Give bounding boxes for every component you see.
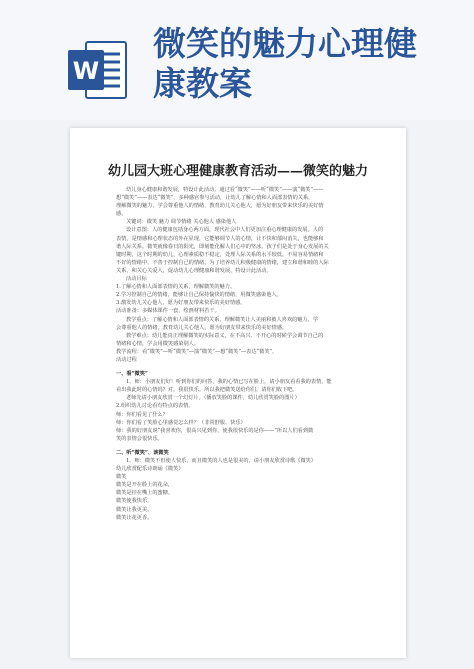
body-line: 微笑是开在脸上的花朵， xyxy=(116,482,174,489)
document-page xyxy=(70,128,406,658)
body-line: 谐人际关系。微笑就像春日的阳光，即刻能化解人们心中的坚冰。孩子们是处于身心发展的关 xyxy=(116,243,329,250)
word-document-icon xyxy=(64,36,132,104)
document-body xyxy=(116,186,366,522)
body-line: 设计意图：人的健康包括身心两方面。现代社会中人们更加注重心理健康的发展。人的 xyxy=(126,227,324,234)
body-line: 师：你们看了笑脸心里感觉怎么样？（非常舒服、快乐） xyxy=(116,419,246,426)
body-line: 想“微笑”——表达“微笑”，多种感官参与活动，让幼儿了解心情和人面部表情的关系， xyxy=(116,195,314,202)
banner xyxy=(0,0,474,120)
body-line: 理解微笑的魅力，学会尊重他人的情绪，教育幼儿关心他人，愿为好朋友带来快乐的美好情 xyxy=(116,203,324,210)
body-line: 活动目标 xyxy=(126,276,147,283)
body-line: 关键词：微笑 魅力 调节情绪 关心他人 感染他人 xyxy=(126,219,237,226)
body-line: 看出我此时的心情吗？对，我很快乐。所以我把微笑送给你们，请你们收下吧。 xyxy=(116,387,298,394)
body-line: 微笑是挂在嘴上的蜜糖。 xyxy=(116,490,174,497)
body-line: 活动准备：多媒体课件一套，绘画材料若干。 xyxy=(116,308,220,315)
document-title: 幼儿园大班心理健康教育活动——微笑的魅力 xyxy=(107,164,368,179)
body-line: 3.激发幼儿关心他人，愿为好朋友带来快乐的美好情感。 xyxy=(116,300,246,307)
section-heading: 一、看“微笑” xyxy=(116,371,148,378)
body-line: 微笑让花更香。 xyxy=(116,514,153,521)
body-line: 教学重点：了解心情和人面部表情的关系，理解微笑让人美丽和被人喜欢的魅力，学 xyxy=(126,316,318,323)
body-line: 幼儿欣赏配乐诗朗诵《微笑》 xyxy=(116,466,184,473)
body-line: 师：我的好朋友说“我喜欢你，很高兴见到你，使我很快乐的是你——”所以人们看到微 xyxy=(116,427,314,434)
word-icon-letter: W xyxy=(72,57,100,85)
body-line: 教学难点：幼儿能真正理解微笑的实际意义，在不高兴、不开心的时候学会调节自己的 xyxy=(126,332,324,339)
body-line: 感。 xyxy=(116,211,127,218)
body-line: 情绪和心情，学会用微笑感染别人。 xyxy=(116,340,200,347)
body-line: 1.了解心情和人面部表情的关系，理解微笑的魅力。 xyxy=(116,284,236,291)
body-line: 活动过程 xyxy=(116,356,137,363)
body-line: 关系，和关心关爱人，促动幼儿心理健康和谐发展，特设计此活动。 xyxy=(116,267,272,274)
body-line: 微笑使我快乐， xyxy=(116,498,153,505)
body-line: 2.组织幼儿讨论看有特点的表情。 xyxy=(116,403,194,410)
body-line: 会尊重他人的情绪，教育幼儿关心他人，愿为好朋友带来快乐的美好情感。 xyxy=(116,324,288,331)
banner-title xyxy=(153,24,453,104)
body-line: 2.学习控制自己的情绪，能够让自己保持愉快的情绪，用微笑感染他人。 xyxy=(116,292,282,299)
body-line: 笑的表情会很快乐。 xyxy=(116,435,163,442)
body-line: 表情，是情感和心理状态的外在显现，它能够调节人的心情，让不快和郁闷消失，也能够和 xyxy=(116,235,324,242)
body-line: 师：你们看见了什么？ xyxy=(116,411,168,418)
body-line: 教学流程：看“微笑”—听“微笑”—演“微笑”—想“微笑”—表达“微笑”。 xyxy=(116,348,278,355)
body-line: 不好的情绪中，不善于控制自己的情绪，为了培养幼儿积极健康的情绪，建立和谐和睦的人际 xyxy=(116,259,329,266)
section-heading: 二、听“微笑”、谈微笑 xyxy=(116,449,169,456)
banner-title-line-2: 康教案 xyxy=(153,64,252,103)
body-line: 微笑 xyxy=(116,474,127,481)
body-line: 键时期，这个时期的幼儿，心理素质稳不稳定，处理人际关系的水平较低，不易容易情绪和 xyxy=(116,251,324,258)
body-line: 老师先请小朋友欣赏一个幻灯片。（播放笑脸的课件，幼儿欣赏笑脸的图片） xyxy=(126,395,300,402)
body-line: 幼儿身心健康和谐发展，特设计此活动。通过看“微笑”——听“微笑”——演“微笑”—— xyxy=(126,187,324,193)
body-line: 1、师：微笑不但使人快乐，而且微笑的人也是很美的，请小朋友欣赏诗歌《微笑》 xyxy=(126,458,317,464)
banner-title-line-1: 微笑的魅力心理健 xyxy=(153,24,417,63)
body-line: 1、师：小朋友们好！听到你们的问答，我的心情已写在脸上，请小朋友看看我的表情，能 xyxy=(126,379,332,386)
body-line: 微笑让我更美。 xyxy=(116,506,153,513)
